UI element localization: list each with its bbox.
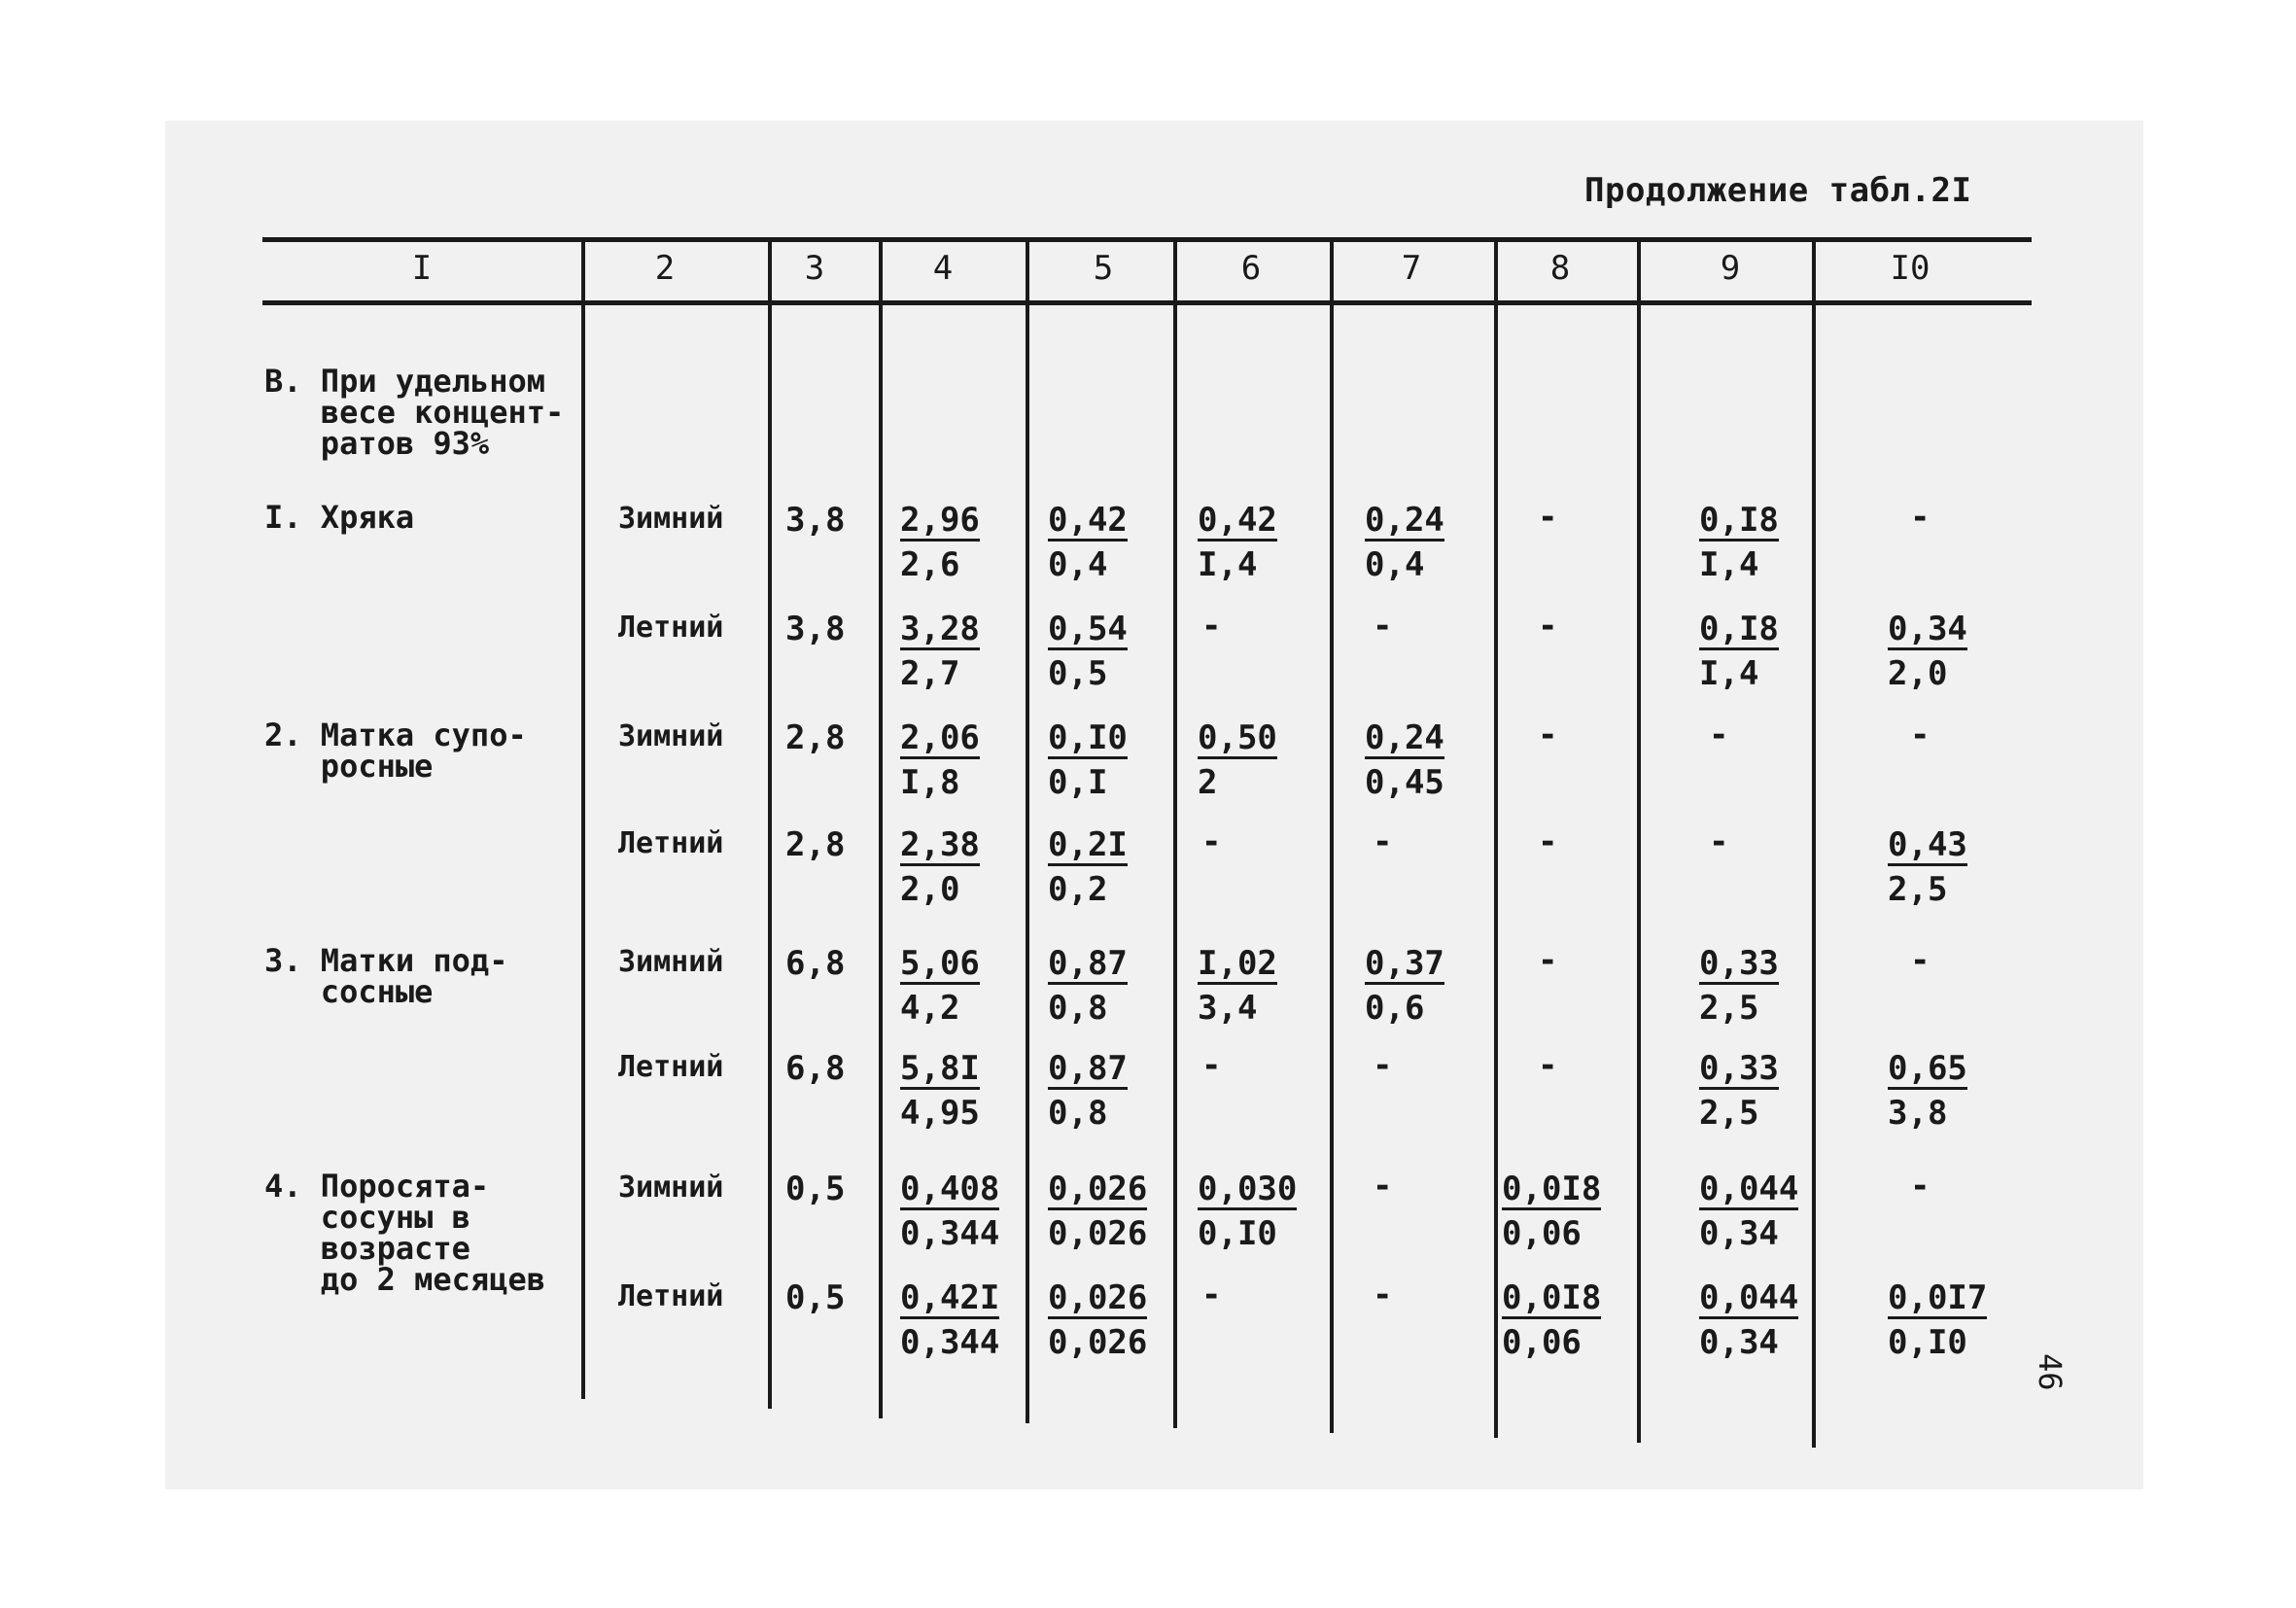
- numerator: 0,42: [1198, 501, 1277, 540]
- denominator: 2,6: [900, 545, 960, 584]
- numerator: 0,0I7: [1888, 1278, 1988, 1317]
- fraction-cell: [1888, 822, 1967, 912]
- fraction-cell: [1888, 607, 1967, 696]
- numerator: 0,0I8: [1502, 1278, 1602, 1317]
- numerator: 0,24: [1365, 718, 1444, 757]
- denominator: 0,4: [1365, 545, 1425, 584]
- fraction-cell: [1502, 1167, 1601, 1256]
- denominator: 0,026: [1048, 1323, 1148, 1362]
- fraction-cell: [1502, 1276, 1601, 1365]
- numerator: 5,06: [900, 944, 980, 983]
- denominator: 0,344: [900, 1214, 1000, 1253]
- fraction-cell: [900, 1046, 980, 1136]
- fraction-cell: [1365, 716, 1444, 805]
- ration-value: 3,8: [785, 501, 846, 540]
- empty-cell-dash: -: [1709, 716, 1729, 754]
- row-label: 4. Поросята- сосуны в возрасте до 2 месяцев: [264, 1168, 545, 1298]
- fraction-cell: [900, 822, 980, 912]
- column-header: 5: [1093, 249, 1114, 288]
- column-header: 8: [1549, 249, 1571, 288]
- ration-value: 3,8: [785, 610, 846, 648]
- denominator: 0,4: [1048, 545, 1108, 584]
- denominator: I,4: [1699, 654, 1759, 693]
- fraction-cell: [1699, 1167, 1798, 1256]
- column-header: 4: [932, 249, 954, 288]
- numerator: 2,06: [900, 718, 980, 757]
- ration-value: 0,5: [785, 1170, 846, 1208]
- column-rule: [1026, 242, 1029, 1423]
- empty-cell-dash: -: [1373, 1046, 1393, 1085]
- fraction-cell: [900, 941, 980, 1031]
- numerator: 0,I8: [1699, 610, 1779, 648]
- season-label: Летний: [618, 1279, 724, 1313]
- denominator: 2,5: [1888, 870, 1948, 909]
- denominator: 0,2: [1048, 870, 1108, 909]
- numerator: 0,43: [1888, 825, 1967, 864]
- denominator: 0,026: [1048, 1214, 1148, 1253]
- fraction-cell: [1048, 607, 1128, 696]
- denominator: 0,06: [1502, 1323, 1582, 1362]
- denominator: 2,5: [1699, 989, 1759, 1028]
- numerator: 0,026: [1048, 1170, 1148, 1208]
- empty-cell-dash: -: [1910, 498, 1931, 537]
- numerator: I,02: [1198, 944, 1277, 983]
- fraction-cell: [900, 607, 980, 696]
- column-rule: [581, 242, 585, 1399]
- denominator: 0,6: [1365, 989, 1425, 1028]
- season-label: Зимний: [618, 719, 724, 753]
- denominator: 0,06: [1502, 1214, 1582, 1253]
- header-bottom-rule: [262, 300, 2032, 305]
- fraction-cell: [900, 1276, 999, 1365]
- column-header: I0: [1890, 249, 1931, 288]
- denominator: I,4: [1699, 545, 1759, 584]
- numerator: 0,I8: [1699, 501, 1779, 540]
- empty-cell-dash: -: [1538, 822, 1558, 861]
- column-header: 6: [1240, 249, 1262, 288]
- fraction-cell: [1198, 1167, 1297, 1256]
- empty-cell-dash: -: [1201, 1276, 1222, 1314]
- denominator: 0,344: [900, 1323, 1000, 1362]
- ration-value: 2,8: [785, 825, 846, 864]
- numerator: 0,42I: [900, 1278, 1000, 1317]
- numerator: 0,50: [1198, 718, 1277, 757]
- fraction-cell: [1048, 822, 1128, 912]
- fraction-cell: [1048, 498, 1128, 587]
- empty-cell-dash: -: [1538, 498, 1558, 537]
- fraction-cell: [900, 716, 980, 805]
- empty-cell-dash: -: [1910, 1167, 1931, 1206]
- numerator: 2,38: [900, 825, 980, 864]
- fraction-cell: [1048, 1046, 1128, 1136]
- denominator: 4,95: [900, 1094, 980, 1133]
- fraction-cell: [1699, 498, 1779, 587]
- empty-cell-dash: -: [1373, 1276, 1393, 1314]
- empty-cell-dash: -: [1538, 607, 1558, 646]
- denominator: 4,2: [900, 989, 960, 1028]
- section-heading: В. При удельном весе концент- ратов 93%: [264, 363, 565, 462]
- fraction-cell: [1699, 607, 1779, 696]
- column-rule: [1330, 242, 1334, 1433]
- numerator: 0,34: [1888, 610, 1967, 648]
- fraction-cell: [1048, 716, 1128, 805]
- numerator: 0,2I: [1048, 825, 1128, 864]
- numerator: 0,030: [1198, 1170, 1298, 1208]
- denominator: I,4: [1198, 545, 1258, 584]
- empty-cell-dash: -: [1373, 1167, 1393, 1206]
- denominator: 2,7: [900, 654, 960, 693]
- numerator: 0,24: [1365, 501, 1444, 540]
- empty-cell-dash: -: [1373, 822, 1393, 861]
- ration-value: 6,8: [785, 1049, 846, 1088]
- denominator: 2,5: [1699, 1094, 1759, 1133]
- fraction-cell: [1048, 1276, 1147, 1365]
- fraction-cell: [1888, 1276, 1987, 1365]
- season-label: Летний: [618, 1050, 724, 1084]
- denominator: 0,I0: [1198, 1214, 1277, 1253]
- fraction-cell: [900, 498, 980, 587]
- season-label: Летний: [618, 826, 724, 860]
- fraction-cell: [1198, 941, 1277, 1031]
- column-header: 2: [654, 249, 676, 288]
- numerator: 0,408: [900, 1170, 1000, 1208]
- denominator: 2,0: [900, 870, 960, 909]
- season-label: Зимний: [618, 1171, 724, 1205]
- numerator: 0,044: [1699, 1278, 1799, 1317]
- denominator: 0,34: [1699, 1214, 1779, 1253]
- empty-cell-dash: -: [1201, 822, 1222, 861]
- ration-value: 2,8: [785, 718, 846, 757]
- column-rule: [768, 242, 772, 1409]
- empty-cell-dash: -: [1538, 1046, 1558, 1085]
- numerator: 0,42: [1048, 501, 1128, 540]
- page-number: 46: [2032, 1353, 2069, 1391]
- fraction-cell: [1048, 941, 1128, 1031]
- denominator: 0,34: [1699, 1323, 1779, 1362]
- ration-value: 0,5: [785, 1278, 846, 1317]
- fraction-cell: [1699, 1276, 1798, 1365]
- denominator: 0,I0: [1888, 1323, 1967, 1362]
- empty-cell-dash: -: [1538, 716, 1558, 754]
- numerator: 0,I0: [1048, 718, 1128, 757]
- numerator: 0,87: [1048, 1049, 1128, 1088]
- denominator: 0,45: [1365, 763, 1444, 802]
- season-label: Зимний: [618, 502, 724, 536]
- header-top-rule: [262, 237, 2032, 242]
- empty-cell-dash: -: [1201, 607, 1222, 646]
- empty-cell-dash: -: [1910, 716, 1931, 754]
- row-label: I. Хряка: [264, 499, 415, 536]
- numerator: 0,33: [1699, 1049, 1779, 1088]
- empty-cell-dash: -: [1709, 822, 1729, 861]
- column-rule: [1494, 242, 1498, 1438]
- denominator: 0,I: [1048, 763, 1108, 802]
- fraction-cell: [1888, 1046, 1967, 1136]
- row-label: 2. Матка супо- росные: [264, 717, 527, 785]
- fraction-cell: [900, 1167, 999, 1256]
- column-rule: [879, 242, 883, 1418]
- denominator: 3,4: [1198, 989, 1258, 1028]
- denominator: 0,8: [1048, 1094, 1108, 1133]
- empty-cell-dash: -: [1373, 607, 1393, 646]
- column-header: I: [411, 249, 433, 288]
- fraction-cell: [1365, 498, 1444, 587]
- fraction-cell: [1699, 1046, 1779, 1136]
- numerator: 0,33: [1699, 944, 1779, 983]
- fraction-cell: [1198, 498, 1277, 587]
- numerator: 0,65: [1888, 1049, 1967, 1088]
- column-rule: [1637, 242, 1641, 1443]
- table-caption: Продолжение табл.2I: [1584, 171, 1972, 210]
- numerator: 3,28: [900, 610, 980, 648]
- season-label: Зимний: [618, 945, 724, 979]
- fraction-cell: [1048, 1167, 1147, 1256]
- denominator: 3,8: [1888, 1094, 1948, 1133]
- empty-cell-dash: -: [1910, 941, 1931, 980]
- empty-cell-dash: -: [1201, 1046, 1222, 1085]
- ration-value: 6,8: [785, 944, 846, 983]
- numerator: 0,87: [1048, 944, 1128, 983]
- fraction-cell: [1365, 941, 1444, 1031]
- denominator: 2,0: [1888, 654, 1948, 693]
- numerator: 0,54: [1048, 610, 1128, 648]
- denominator: 0,8: [1048, 989, 1108, 1028]
- denominator: 2: [1198, 763, 1218, 802]
- numerator: 5,8I: [900, 1049, 980, 1088]
- column-rule: [1812, 242, 1816, 1448]
- numerator: 2,96: [900, 501, 980, 540]
- numerator: 0,026: [1048, 1278, 1148, 1317]
- denominator: I,8: [900, 763, 960, 802]
- season-label: Летний: [618, 611, 724, 645]
- fraction-cell: [1699, 941, 1779, 1031]
- empty-cell-dash: -: [1538, 941, 1558, 980]
- fraction-cell: [1198, 716, 1277, 805]
- column-rule: [1173, 242, 1177, 1428]
- column-header: 9: [1720, 249, 1741, 288]
- numerator: 0,0I8: [1502, 1170, 1602, 1208]
- numerator: 0,37: [1365, 944, 1444, 983]
- numerator: 0,044: [1699, 1170, 1799, 1208]
- column-header: 7: [1401, 249, 1422, 288]
- row-label: 3. Матки под- сосные: [264, 942, 508, 1010]
- column-header: 3: [804, 249, 825, 288]
- denominator: 0,5: [1048, 654, 1108, 693]
